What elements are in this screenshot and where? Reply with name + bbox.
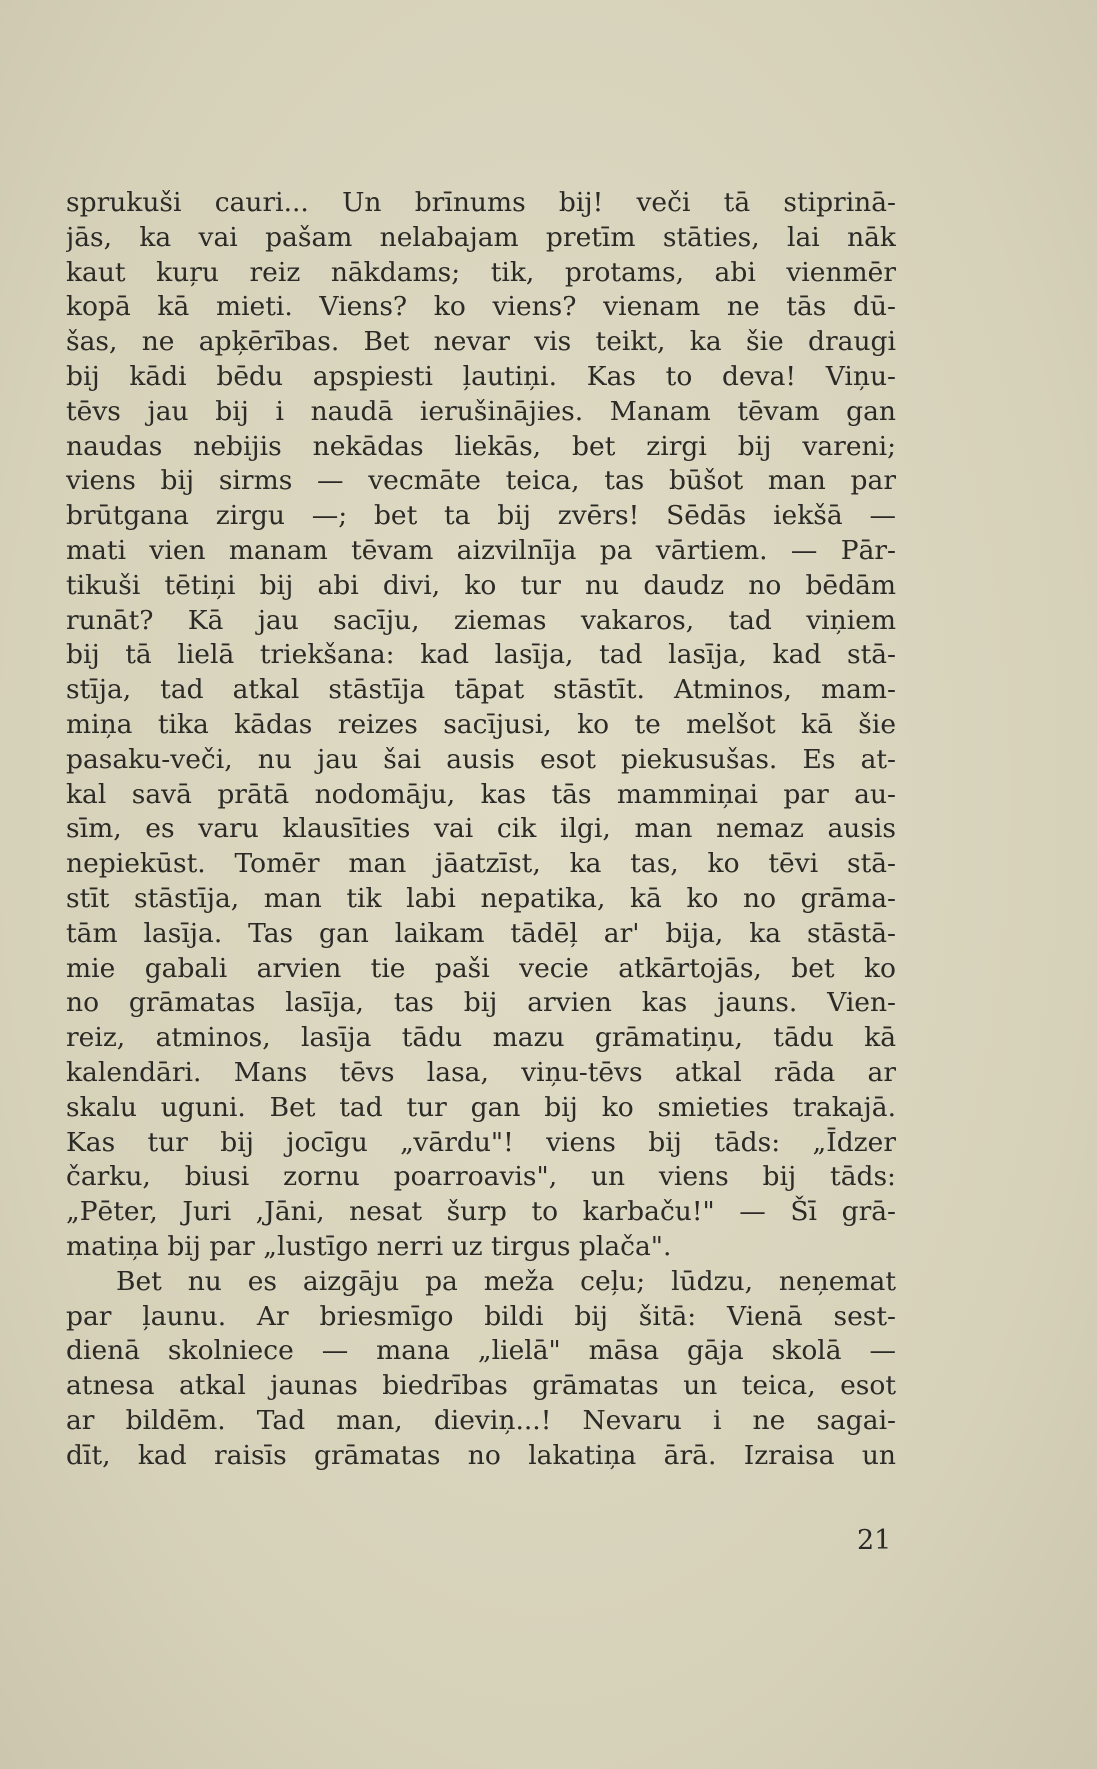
text-line: stīt stāstīja, man tik labi nepatika, kā ko no grāma- [66,882,896,914]
text-line: dīt, kad raisīs grāmatas no lakatiņa ārā. Izraisa un [66,1439,896,1471]
text-line: par ļaunu. Ar briesmīgo bildi bij šitā: Vienā sest- [66,1300,896,1332]
text-line: sprukuši cauri... Un brīnums bij! veči tā stiprinā- [66,187,896,218]
text-line: bij tā lielā triekšana: kad lasīja, tad lasīja, kad stā- [66,639,896,671]
text-line: „Pēter, Juri ,Jāni, nesat šurp to karbaču!" — Šī grā- [66,1196,896,1228]
text-line: jās, ka vai pašam nelabajam pretīm stāties, lai nāk [66,221,896,253]
text-line: ar bildēm. Tad man, dieviņ...! Nevaru i ne sagai- [66,1404,896,1436]
text-line: kaut kuŗu reiz nākdams; tik, protams, abi vienmēr [66,256,896,288]
text-line: brūtgana zirgu —; bet ta bij zvērs! Sēdās iekšā — [66,500,896,532]
text-line: tēvs jau bij i naudā ierušinājies. Manam tēvam gan [66,395,896,427]
text-line: kal savā prātā nodomāju, kas tās mammiņai par au- [66,778,896,810]
body-text [66,186,896,1473]
text-line: reiz, atminos, lasīja tādu mazu grāmatiņu, tādu kā [66,1022,896,1054]
text-line: naudas nebijis nekādas liekās, bet zirgi bij vareni; [66,430,896,462]
text-line: miņa tika kādas reizes sacījusi, ko te melšot kā šie [66,708,896,740]
page-number: 21 [857,1525,892,1556]
text-line: čarku, biusi zornu poarroavis", un viens bij tāds: [66,1161,896,1193]
text-line: viens bij sirms — vecmāte teica, tas būšot man par [66,465,896,497]
text-line: atnesa atkal jaunas biedrības grāmatas un teica, esot [66,1370,896,1402]
text-line: runāt? Kā jau sacīju, ziemas vakaros, tad viņiem [66,604,896,636]
text-line: tām lasīja. Tas gan laikam tādēļ ar' bija, ka stāstā- [66,917,896,949]
text-line: tikuši tētiņi bij abi divi, ko tur nu daudz no bēdām [66,569,896,601]
text-line: stīja, tad atkal stāstīja tāpat stāstīt. Atminos, mam- [66,674,896,706]
text-line: mie gabali arvien tie paši vecie atkārtojās, bet ko [66,952,896,984]
text-line: mati vien manam tēvam aizvilnīja pa vārtiem. — Pār- [66,534,896,566]
text-line: Bet nu es aizgāju pa meža ceļu; lūdzu, neņemat [116,1265,896,1297]
text-line: matiņa bij par „lustīgo nerri uz tirgus plača". [66,1230,672,1262]
text-line: no grāmatas lasīja, tas bij arvien kas jauns. Vien- [66,987,896,1019]
text-line: sīm, es varu klausīties vai cik ilgi, man nemaz ausis [66,813,896,845]
text-line: pasaku-veči, nu jau šai ausis esot piekusušas. Es at- [66,743,896,775]
text-line: kalendāri. Mans tēvs lasa, viņu-tēvs atkal rāda ar [66,1056,896,1088]
text-line: bij kādi bēdu apspiesti ļautiņi. Kas to deva! Viņu- [66,360,896,392]
text-line: dienā skolniece — mana „lielā" māsa gāja skolā — [66,1335,896,1367]
text-line: nepiekūst. Tomēr man jāatzīst, ka tas, ko tēvi stā- [66,848,896,880]
text-line: Kas tur bij jocīgu „vārdu"! viens bij tāds: „Īdzer [66,1126,896,1158]
text-line: skalu uguni. Bet tad tur gan bij ko smieties trakajā. [66,1091,896,1123]
text-line: šas, ne apķērības. Bet nevar vis teikt, ka šie draugi [66,326,896,358]
text-line: kopā kā mieti. Viens? ko viens? vienam ne tās dū- [66,291,896,323]
